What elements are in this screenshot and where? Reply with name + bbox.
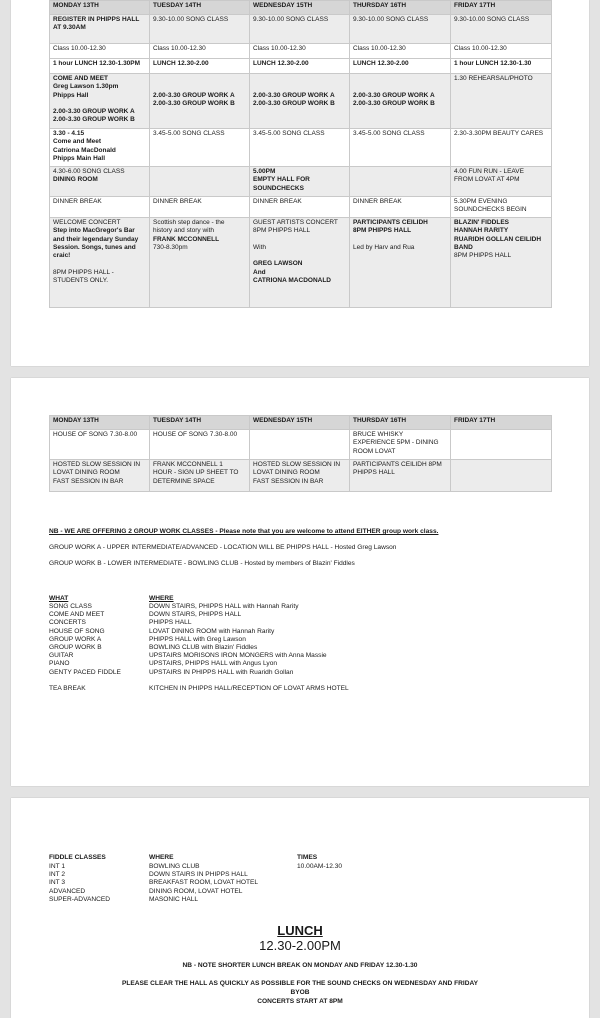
schedule-cell — [451, 218, 552, 308]
fiddle-where-item: BOWLING CLUB — [149, 863, 200, 870]
cell-line: LOVAT DINING ROOM — [53, 469, 120, 477]
schedule-header-row — [50, 416, 552, 430]
cell-line: Class 10.00-12.30 — [353, 45, 406, 52]
schedule-cell — [250, 218, 350, 308]
cell-line: 3.45-5.00 SONG CLASS — [153, 130, 225, 137]
cell-line: 1 hour LUNCH 12.30-1.30 — [454, 60, 532, 67]
cell-line: PHIPPS HALL — [353, 469, 395, 477]
schedule-table-week — [49, 0, 552, 308]
where-item: UPSTAIRS, PHIPPS HALL with Angus Lyon — [149, 660, 278, 668]
cell-line: 5.00PM — [253, 168, 276, 175]
schedule-cell — [250, 44, 350, 59]
tea-break-label: TEA BREAK — [49, 685, 86, 692]
cell-line: WELCOME CONCERT — [53, 219, 121, 226]
schedule-cell — [50, 197, 150, 218]
cell-line: BLAZIN' FIDDLES — [454, 219, 509, 226]
schedule-cell — [350, 129, 451, 167]
what-item: CONCERTS — [49, 619, 86, 627]
schedule-cell — [50, 59, 150, 74]
cell-line: ROOM LOVAT — [353, 447, 396, 455]
schedule-cell — [451, 129, 552, 167]
tea-break-where: KITCHEN IN PHIPPS HALL/RECEPTION OF LOVAT ARMS HOTEL — [149, 685, 349, 692]
cell-line: DINNER BREAK — [353, 198, 402, 205]
cell-line: 8PM PHIPPS HALL - — [53, 268, 114, 276]
schedule-row — [50, 15, 552, 44]
fiddle-where-list — [149, 863, 258, 904]
what-header: WHAT — [49, 595, 69, 602]
cell-line: Session. Songs, tunes and — [53, 243, 136, 251]
cell-line: Led by Harv and Rua — [353, 243, 415, 251]
cell-line — [153, 168, 246, 176]
schedule-cell — [50, 460, 150, 492]
cell-line: FROM LOVAT AT 4PM — [454, 176, 520, 184]
fiddle-classes-header: FIDDLE CLASSES — [49, 854, 106, 861]
cell-line — [253, 75, 346, 83]
cell-line: BAND — [454, 243, 473, 251]
schedule-cell — [350, 460, 451, 492]
fiddle-where-header: WHERE — [149, 854, 174, 861]
schedule-cell — [451, 460, 552, 492]
page-3 — [11, 798, 589, 1018]
what-item: GROUP WORK B — [49, 643, 102, 651]
schedule-row — [50, 218, 552, 308]
concerts-start-note: CONCERTS START AT 8PM — [257, 998, 343, 1005]
cell-line: 3.45-5.00 SONG CLASS — [353, 130, 425, 137]
schedule-cell — [150, 197, 250, 218]
schedule-cell — [451, 59, 552, 74]
where-item: UPSTAIRS IN PHIPPS HALL with Ruaridh Gollan — [149, 668, 294, 676]
cell-line: STUDENTS ONLY. — [53, 277, 109, 285]
fiddle-class-item: ADVANCED — [49, 887, 86, 895]
schedule-cell — [50, 44, 150, 59]
cell-line — [353, 75, 447, 83]
cell-line: COME AND MEET — [53, 75, 109, 82]
cell-line: REGISTER IN PHIPPS HALL — [53, 16, 140, 23]
lunch-time: 12.30-2.00PM — [259, 938, 341, 953]
day-header: FRIDAY 17TH — [451, 1, 552, 15]
cell-line: LUNCH 12.30-2.00 — [153, 60, 209, 67]
schedule-row — [50, 129, 552, 167]
cell-line — [53, 100, 146, 108]
cell-line — [253, 431, 346, 439]
schedule-cell — [451, 44, 552, 59]
soundcheck-note: PLEASE CLEAR THE HALL AS QUICKLY AS POSSIBLE FOR THE SOUND CHECKS ON WEDNESDAY AND FRIDAY — [121, 980, 479, 987]
fiddle-class-item: INT 2 — [49, 871, 66, 879]
where-item: UPSTAIRS MORISONS IRON MONGERS with Anna Massie — [149, 652, 327, 660]
cell-line: And — [253, 268, 266, 276]
where-list — [149, 603, 327, 677]
schedule-cell — [250, 430, 350, 460]
cell-line: Step into MacGregor's Bar — [53, 227, 135, 235]
cell-line: FAST SESSION IN BAR — [253, 477, 324, 485]
cell-line: HOSTED SLOW SESSION IN — [53, 461, 141, 468]
where-item: LOVAT DINING ROOM with Hannah Rarity — [149, 627, 275, 635]
cell-line: 2.00-3.30 GROUP WORK A — [353, 91, 435, 99]
byob-note: BYOB — [290, 989, 310, 996]
cell-line: 5.30PM EVENING — [454, 198, 508, 205]
day-header: TUESDAY 14TH — [150, 416, 250, 430]
cell-line: DINING ROOM — [53, 176, 98, 184]
schedule-cell — [250, 460, 350, 492]
day-header: WEDNESDAY 15TH — [250, 416, 350, 430]
schedule-cell — [50, 129, 150, 167]
schedule-header-row — [50, 1, 552, 15]
schedule-cell — [50, 218, 150, 308]
cell-line: 9.30-10.00 SONG CLASS — [454, 16, 530, 23]
what-item: COME AND MEET — [49, 611, 105, 619]
where-item: BOWLING CLUB with Blazin' Fiddles — [149, 643, 258, 651]
day-header: MONDAY 13TH — [50, 416, 150, 430]
cell-line — [353, 83, 447, 91]
schedule-cell — [250, 59, 350, 74]
cell-line: Phipps Main Hall — [53, 154, 106, 162]
cell-line: GUEST ARTISTS CONCERT — [253, 219, 338, 226]
cell-line: DINNER BREAK — [53, 198, 102, 205]
cell-line: 8PM PHIPPS HALL — [353, 227, 412, 235]
cell-line: 2.00-3.30 GROUP WORK B — [253, 99, 335, 107]
cell-line: RUARIDH GOLLAN CEILIDH — [454, 235, 542, 243]
cell-line: PARTICIPANTS CEILIDH — [353, 219, 428, 226]
schedule-cell — [451, 15, 552, 44]
cell-line: 2.00-3.30 GROUP WORK B — [53, 116, 135, 124]
schedule-cell — [150, 59, 250, 74]
cell-line: 2.00-3.30 GROUP WORK A — [253, 91, 335, 99]
cell-line: 2.00-3.30 GROUP WORK A — [53, 108, 135, 116]
cell-line: Come and Meet — [53, 138, 102, 146]
fiddle-times-header: TIMES — [297, 854, 318, 861]
cell-line: 9.30-10.00 SONG CLASS — [253, 16, 329, 23]
where-item: PHIPPS HALL with Greg Lawson — [149, 635, 246, 643]
group-work-note: NB - WE ARE OFFERING 2 GROUP WORK CLASSES - Please note that you are welcome to attend EITHER group work class. — [49, 528, 439, 535]
schedule-row — [50, 74, 552, 129]
cell-line: HOUSE OF SONG 7.30-8.00 — [53, 431, 138, 438]
page-2 — [11, 378, 589, 786]
schedule-row — [50, 167, 552, 197]
cell-line: FRANK MCCONNELL 1 — [153, 461, 223, 468]
schedule-cell — [50, 15, 150, 44]
schedule-cell — [150, 460, 250, 492]
day-header: THURSDAY 16TH — [350, 1, 451, 15]
schedule-cell — [150, 44, 250, 59]
cell-line: HOSTED SLOW SESSION IN — [253, 461, 341, 468]
what-item: GENTY PACED FIDDLE — [49, 668, 121, 676]
where-header: WHERE — [149, 595, 174, 602]
schedule-cell — [350, 167, 451, 197]
what-item: PIANO — [49, 660, 70, 668]
cell-line: 9.30-10.00 SONG CLASS — [353, 16, 429, 23]
cell-line: Scottish step dance - the — [153, 219, 225, 226]
cell-line: EMPTY HALL FOR — [253, 176, 310, 184]
schedule-table-evening — [49, 415, 552, 492]
fiddle-class-item: INT 3 — [49, 879, 66, 887]
cell-line: 1.30 REHEARSAL/PHOTO — [454, 75, 533, 82]
cell-line — [153, 83, 246, 91]
schedule-cell — [150, 129, 250, 167]
schedule-cell — [350, 59, 451, 74]
schedule-cell — [50, 74, 150, 129]
cell-line: 2.00-3.30 GROUP WORK B — [153, 99, 235, 107]
cell-line — [253, 236, 346, 244]
cell-line: HANNAH RARITY — [454, 227, 509, 235]
fiddle-class-list — [49, 863, 110, 904]
where-item: PHIPPS HALL — [149, 619, 192, 627]
cell-line: 2.00-3.30 GROUP WORK B — [353, 99, 435, 107]
cell-line: Class 10.00-12.30 — [53, 45, 106, 52]
schedule-cell — [150, 15, 250, 44]
cell-line: DINNER BREAK — [153, 198, 202, 205]
cell-line: Class 10.00-12.30 — [253, 45, 306, 52]
cell-line: With — [253, 243, 266, 251]
group-work-a-line: GROUP WORK A - UPPER INTERMEDIATE/ADVANCED - LOCATION WILL BE PHIPPS HALL - Hosted Greg Lawson — [49, 544, 397, 551]
cell-line: Phipps Hall — [53, 91, 89, 99]
schedule-cell — [50, 430, 150, 460]
cell-line: EXPERIENCE 5PM - DINING — [353, 439, 439, 447]
fiddle-class-item: SUPER-ADVANCED — [49, 895, 111, 903]
cell-line: history and story with — [153, 227, 215, 235]
schedule-cell — [350, 74, 451, 129]
cell-line: 1 hour LUNCH 12.30-1.30PM — [53, 60, 141, 67]
schedule-row — [50, 430, 552, 460]
schedule-cell — [150, 74, 250, 129]
cell-line: 730-8.30pm — [153, 243, 188, 251]
day-header: THURSDAY 16TH — [350, 416, 451, 430]
cell-line: SOUNDCHECKS BEGIN — [454, 206, 527, 214]
what-item: GUITAR — [49, 652, 74, 660]
fiddle-where-item: BREAKFAST ROOM, LOVAT HOTEL — [149, 879, 259, 887]
schedule-row — [50, 59, 552, 74]
cell-line: SOUNDCHECKS — [253, 184, 304, 192]
schedule-cell — [451, 430, 552, 460]
cell-line — [353, 236, 447, 244]
cell-line: DETERMINE SPACE — [153, 477, 215, 485]
cell-line: 2.00-3.30 GROUP WORK A — [153, 91, 235, 99]
cell-line: AT 9.30AM — [53, 24, 86, 32]
cell-line: craic! — [53, 252, 71, 260]
cell-line — [253, 252, 346, 260]
schedule-cell — [350, 218, 451, 308]
cell-line — [153, 75, 246, 83]
what-list — [49, 603, 121, 677]
cell-line — [53, 260, 146, 268]
cell-line: GREG LAWSON — [253, 260, 303, 268]
fiddle-times-value: 10.00AM-12.30 — [297, 863, 343, 870]
cell-line: 2.30-3.30PM BEAUTY CARES — [454, 130, 544, 137]
cell-line — [253, 83, 346, 91]
schedule-cell — [451, 74, 552, 129]
cell-line: LOVAT DINING ROOM — [253, 469, 320, 477]
schedule-cell — [250, 197, 350, 218]
schedule-cell — [350, 44, 451, 59]
day-header: TUESDAY 14TH — [150, 1, 250, 15]
schedule-cell — [150, 218, 250, 308]
cell-line: PARTICIPANTS CEILIDH 8PM — [353, 461, 442, 468]
schedule-cell — [350, 15, 451, 44]
schedule-row — [50, 460, 552, 492]
lunch-title: LUNCH — [277, 923, 323, 938]
schedule-cell — [350, 197, 451, 218]
cell-line: CATRIONA MACDONALD — [253, 277, 331, 285]
cell-line: Catriona MacDonald — [53, 146, 116, 154]
what-item: SONG CLASS — [49, 603, 92, 610]
cell-line: HOUR - SIGN UP SHEET TO — [153, 469, 239, 477]
cell-line: FAST SESSION IN BAR — [53, 477, 124, 485]
cell-line: Class 10.00-12.30 — [153, 45, 206, 52]
schedule-row — [50, 197, 552, 218]
day-header: FRIDAY 17TH — [451, 416, 552, 430]
cell-line: BRUCE WHISKY — [353, 431, 404, 438]
schedule-cell — [250, 167, 350, 197]
where-item: DOWN STAIRS, PHIPPS HALL — [149, 611, 242, 619]
cell-line: LUNCH 12.30-2.00 — [353, 60, 409, 67]
cell-line — [454, 431, 548, 439]
schedule-cell — [50, 167, 150, 197]
cell-line: 9.30-10.00 SONG CLASS — [153, 16, 229, 23]
schedule-cell — [150, 430, 250, 460]
what-item: GROUP WORK A — [49, 635, 102, 643]
schedule-cell — [250, 15, 350, 44]
what-item: HOUSE OF SONG — [49, 627, 105, 635]
cell-line: 4.00 FUN RUN - LEAVE — [454, 168, 524, 175]
group-work-b-line: GROUP WORK B - LOWER INTERMEDIATE - BOWLING CLUB - Hosted by members of Blazin' Fiddles — [49, 560, 355, 567]
fiddle-where-item: MASONIC HALL — [149, 895, 199, 903]
cell-line: LUNCH 12.30-2.00 — [253, 60, 309, 67]
cell-line: 8PM PHIPPS HALL — [253, 227, 311, 235]
schedule-cell — [451, 167, 552, 197]
cell-line: DINNER BREAK — [253, 198, 302, 205]
fiddle-where-item: DINING ROOM, LOVAT HOTEL — [149, 887, 243, 895]
day-header: MONDAY 13TH — [50, 1, 150, 15]
schedule-cell — [250, 74, 350, 129]
cell-line: 4.30-6.00 SONG CLASS — [53, 168, 125, 175]
cell-line: FRANK MCCONNELL — [153, 235, 220, 243]
cell-line — [454, 461, 548, 469]
cell-line: HOUSE OF SONG 7.30-8.00 — [153, 431, 238, 438]
schedule-cell — [451, 197, 552, 218]
schedule-row — [50, 44, 552, 59]
cell-line: 3.30 - 4.15 — [53, 130, 85, 137]
fiddle-where-item: DOWN STAIRS IN PHIPPS HALL — [149, 871, 248, 879]
day-header: WEDNESDAY 15TH — [250, 1, 350, 15]
cell-line: 3.45-5.00 SONG CLASS — [253, 130, 325, 137]
cell-line: Greg Lawson 1.30pm — [53, 83, 119, 91]
where-item: DOWN STAIRS, PHIPPS HALL with Hannah Rarity — [149, 603, 299, 610]
cell-line — [353, 168, 447, 176]
fiddle-class-item: INT 1 — [49, 863, 66, 870]
cell-line: Class 10.00-12.30 — [454, 45, 507, 52]
schedule-cell — [250, 129, 350, 167]
page-1 — [11, 0, 589, 366]
lunch-nb-note: NB - NOTE SHORTER LUNCH BREAK ON MONDAY AND FRIDAY 12.30-1.30 — [182, 962, 418, 969]
schedule-cell — [150, 167, 250, 197]
cell-line: 8PM PHIPPS HALL — [454, 252, 512, 260]
schedule-cell — [350, 430, 451, 460]
cell-line: and their legendary Sunday — [53, 235, 139, 243]
